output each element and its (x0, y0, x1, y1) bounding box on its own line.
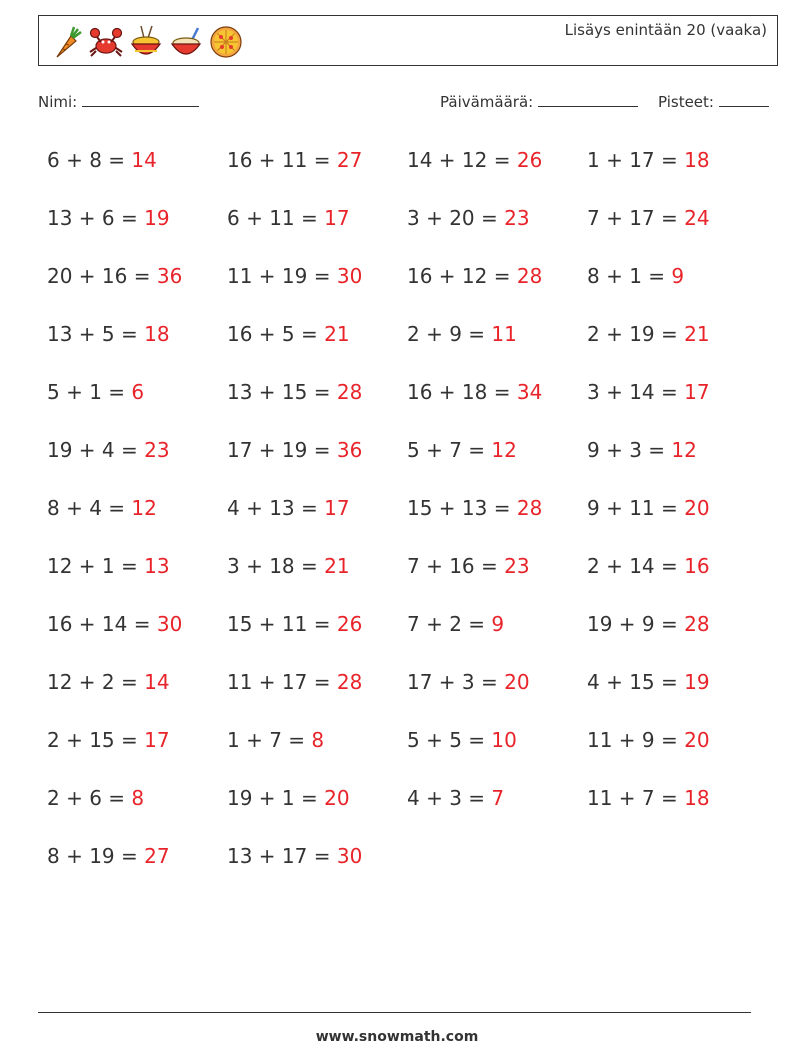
problem-answer: 20 (504, 670, 530, 694)
footer-url: www.snowmath.com (315, 1029, 479, 1045)
problem-answer: 27 (144, 844, 170, 868)
problem (47, 380, 227, 438)
problem-answer: 24 (684, 206, 710, 230)
problem (47, 322, 227, 380)
problem-question: 2 + 19 = (587, 322, 685, 346)
problem (587, 148, 767, 206)
problem-answer: 17 (324, 496, 350, 520)
problem-answer: 21 (324, 554, 350, 578)
problem-question: 12 + 2 = (47, 670, 145, 694)
problem (47, 786, 227, 844)
problem (227, 728, 407, 786)
problem-question: 8 + 1 = (587, 264, 672, 288)
problem-question: 16 + 12 = (407, 264, 517, 288)
problem-question: 16 + 11 = (227, 148, 337, 172)
problem-question: 1 + 17 = (587, 148, 685, 172)
problem-row (47, 438, 767, 496)
problem-question: 13 + 15 = (227, 380, 337, 404)
problem-question: 16 + 14 = (47, 612, 157, 636)
header-box (38, 15, 778, 66)
problem-row (47, 206, 767, 264)
score-field (658, 92, 769, 111)
problem-answer: 9 (491, 612, 505, 636)
problem (227, 670, 407, 728)
problem-answer: 8 (131, 786, 145, 810)
problem-question: 11 + 17 = (227, 670, 337, 694)
problem-answer: 34 (516, 380, 543, 404)
problem (407, 496, 587, 554)
problem-question: 14 + 12 = (407, 148, 517, 172)
problem-question: 7 + 2 = (407, 612, 492, 636)
problem-row (47, 380, 767, 438)
problem-answer: 18 (144, 322, 170, 346)
problem-question: 3 + 14 = (587, 380, 685, 404)
problem-row (47, 844, 767, 902)
problem-answer: 19 (684, 670, 710, 694)
problem-question: 2 + 14 = (587, 554, 685, 578)
problem-answer: 30 (336, 844, 363, 868)
problem (407, 148, 587, 206)
problem (47, 728, 227, 786)
problem (587, 206, 767, 264)
problem-answer: 11 (491, 322, 517, 346)
problem-answer: 12 (671, 438, 697, 462)
problem-question: 2 + 15 = (47, 728, 145, 752)
problem-answer: 28 (336, 670, 363, 694)
problem (47, 844, 227, 902)
problem-answer: 14 (144, 670, 170, 694)
problem-question: 4 + 3 = (407, 786, 492, 810)
score-label: Pisteet: (658, 93, 714, 111)
problem-question: 5 + 7 = (407, 438, 492, 462)
problem-question: 3 + 18 = (227, 554, 325, 578)
problem (407, 670, 587, 728)
problem-answer: 26 (516, 148, 543, 172)
problem-question: 4 + 13 = (227, 496, 325, 520)
problem-answer: 28 (336, 380, 363, 404)
problem-question: 16 + 5 = (227, 322, 325, 346)
problem-answer: 14 (131, 148, 157, 172)
rice-bowl-icon (167, 22, 205, 62)
footer-divider (38, 1012, 751, 1013)
problem (407, 554, 587, 612)
problem (587, 728, 767, 786)
problem-question: 7 + 16 = (407, 554, 505, 578)
problem-answer: 17 (324, 206, 350, 230)
problem-answer: 19 (144, 206, 170, 230)
problem (227, 206, 407, 264)
problem (587, 496, 767, 554)
problem-answer: 28 (516, 264, 543, 288)
problem (227, 554, 407, 612)
carrot-icon (47, 22, 85, 62)
problem (227, 438, 407, 496)
problem-answer: 20 (684, 728, 710, 752)
problem (407, 322, 587, 380)
problem-row (47, 728, 767, 786)
problem-question: 16 + 18 = (407, 380, 517, 404)
problem-answer: 23 (504, 206, 530, 230)
problem-question: 5 + 1 = (47, 380, 132, 404)
problem-answer: 9 (671, 264, 685, 288)
problem-question: 11 + 7 = (587, 786, 685, 810)
problem (587, 786, 767, 844)
problem-row (47, 670, 767, 728)
problem-answer: 30 (336, 264, 363, 288)
problem-answer: 18 (684, 148, 710, 172)
problem-answer: 17 (684, 380, 710, 404)
problem (47, 148, 227, 206)
pizza-icon (207, 22, 245, 62)
problem (227, 496, 407, 554)
problem-answer: 17 (144, 728, 170, 752)
problem (407, 264, 587, 322)
problem (227, 148, 407, 206)
problem-question: 19 + 9 = (587, 612, 685, 636)
problem-question: 19 + 4 = (47, 438, 145, 462)
problem-answer: 8 (311, 728, 325, 752)
problem-answer: 6 (131, 380, 145, 404)
problem-question: 8 + 19 = (47, 844, 145, 868)
problem-question: 12 + 1 = (47, 554, 145, 578)
problem (407, 728, 587, 786)
problem-answer: 23 (144, 438, 170, 462)
problem (407, 786, 587, 844)
problem-row (47, 148, 767, 206)
problem-question: 11 + 19 = (227, 264, 337, 288)
problem-question: 4 + 15 = (587, 670, 685, 694)
problem (407, 206, 587, 264)
problem (587, 438, 767, 496)
date-line (538, 92, 638, 107)
problem-answer: 12 (131, 496, 157, 520)
problem-question: 13 + 17 = (227, 844, 337, 868)
problem-answer: 36 (156, 264, 183, 288)
problem-row (47, 786, 767, 844)
problem (227, 844, 407, 902)
date-label: Päivämäärä: (440, 93, 534, 111)
problem-question: 13 + 5 = (47, 322, 145, 346)
problem-question: 15 + 13 = (407, 496, 517, 520)
problem-question: 17 + 3 = (407, 670, 505, 694)
problem (47, 264, 227, 322)
problem (47, 496, 227, 554)
problem-question: 6 + 11 = (227, 206, 325, 230)
problem-row (47, 496, 767, 554)
name-field (38, 92, 199, 111)
problem-question: 6 + 8 = (47, 148, 132, 172)
problem-question: 19 + 1 = (227, 786, 325, 810)
problem (227, 612, 407, 670)
icon-strip (47, 22, 245, 62)
problem-answer: 23 (504, 554, 530, 578)
problem-answer: 7 (491, 786, 505, 810)
problem (407, 380, 587, 438)
problem (47, 438, 227, 496)
problem-question: 5 + 5 = (407, 728, 492, 752)
name-line (82, 92, 199, 107)
problem-answer: 28 (684, 612, 710, 636)
problem (47, 206, 227, 264)
problem-row (47, 554, 767, 612)
problem-question: 3 + 20 = (407, 206, 505, 230)
problem-answer: 16 (684, 554, 710, 578)
problem-question: 17 + 19 = (227, 438, 337, 462)
problem-answer: 21 (324, 322, 350, 346)
problem (227, 264, 407, 322)
noodle-bowl-icon (127, 22, 165, 62)
problem (227, 786, 407, 844)
problem-answer: 26 (336, 612, 363, 636)
problem-row (47, 612, 767, 670)
problem-answer: 13 (144, 554, 170, 578)
problem (587, 554, 767, 612)
problem-answer: 21 (684, 322, 710, 346)
problem-answer: 28 (516, 496, 543, 520)
problem (407, 438, 587, 496)
problem-answer: 18 (684, 786, 710, 810)
problem (227, 322, 407, 380)
problem-answer: 27 (336, 148, 363, 172)
problem-question: 1 + 7 = (227, 728, 312, 752)
problem (587, 322, 767, 380)
problem-answer: 36 (336, 438, 363, 462)
problem-question: 2 + 6 = (47, 786, 132, 810)
problem-question: 11 + 9 = (587, 728, 685, 752)
worksheet-title: Lisäys enintään 20 (vaaka) (564, 21, 767, 39)
problem-question: 7 + 17 = (587, 206, 685, 230)
problem (47, 670, 227, 728)
date-field (440, 92, 638, 111)
problem-answer: 30 (156, 612, 183, 636)
problem-answer: 10 (491, 728, 517, 752)
problem-question: 13 + 6 = (47, 206, 145, 230)
problem-row (47, 322, 767, 380)
problem-row (47, 264, 767, 322)
problem (587, 380, 767, 438)
problem-question: 9 + 3 = (587, 438, 672, 462)
problem-answer: 12 (491, 438, 517, 462)
problem (47, 554, 227, 612)
problem (587, 264, 767, 322)
problem-question: 15 + 11 = (227, 612, 337, 636)
problem-question: 8 + 4 = (47, 496, 132, 520)
problem (587, 612, 767, 670)
name-label: Nimi: (38, 93, 78, 111)
crab-icon (87, 22, 125, 62)
problem-grid (47, 148, 767, 902)
score-line (719, 92, 769, 107)
problem-question: 20 + 16 = (47, 264, 157, 288)
problem (407, 612, 587, 670)
problem (47, 612, 227, 670)
problem-answer: 20 (324, 786, 350, 810)
problem (587, 670, 767, 728)
problem (227, 380, 407, 438)
problem-answer: 20 (684, 496, 710, 520)
problem-question: 2 + 9 = (407, 322, 492, 346)
problem-question: 9 + 11 = (587, 496, 685, 520)
